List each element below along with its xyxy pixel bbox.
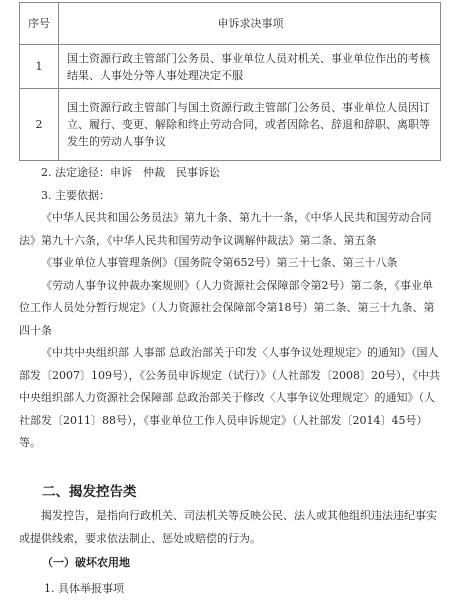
basis-section [19,162,441,455]
basis-paragraph: 《事业单位人事管理条例》（国务院令第652号）第三十七条、第三十八条 [41,256,398,269]
subsection-heading: （一）破坏农用地 [42,556,130,569]
row-text: 国土资源行政主管部门公务员、事业单位人员对机关、事业单位作出的考核结果、人事处分等人事处理决定不服 [59,45,441,89]
row-number: 2 [20,89,59,161]
appeal-table [19,2,441,161]
table-header-row [20,3,441,45]
basis-paragraph: 《中共中央组织部 人事部 总政治部关于印发〈人事争议处理规定〉的通知》（国人部发〔2007〕109号），《公务员申诉规定（试行）》（人社部发〔2008〕20号），《中共中央组织部人力资源社会保障部 总政治部关于修改〈人事争议处理规定〉的通知》（人社部发〔2011〕88号），《事业单位工作人员申诉规定》（人社部发〔2014〕45号）等。 [19,346,440,449]
legal-path: 2. 法定途径：申诉 仲裁 民事诉讼 [41,166,220,179]
row-number: 1 [20,45,59,89]
subitem-heading: 1. 具体举报事项 [44,582,124,595]
section-heading: 二、揭发控告类 [42,484,137,500]
basis-paragraph: 《劳动人事争议仲裁办案规则》（人力资源社会保障部令第2号）第二条，《事业单位工作人员处分暂行规定》（人力资源社会保障部令第18号）第二条、第三十九条、第四十条 [19,278,435,337]
row-text: 国土资源行政主管部门与国土资源行政主管部门公务员、事业单位人员因订立、履行、变更、解除和终止劳动合同，或者因除名、辞退和辞职、离职等发生的劳动人事争议 [59,89,441,161]
header-number-cell: 序号 [20,3,59,45]
basis-title: 3. 主要依据： [41,188,110,202]
table-row [20,89,441,161]
section-description [19,505,441,550]
table-row [20,45,441,89]
basis-paragraph: 《中华人民共和国公务员法》第九十条、第九十一条，《中华人民共和国劳动合同法》第九十六条，《中华人民共和国劳动争议调解仲裁法》第二条、第五条 [19,211,432,247]
header-item-cell: 申诉求决事项 [59,3,441,45]
section-description-text: 揭发控告，是指向行政机关、司法机关等反映公民、法人或其他组织违法违纪事实或提供线索，要求依法制止、惩处或赔偿的行为。 [19,509,437,545]
